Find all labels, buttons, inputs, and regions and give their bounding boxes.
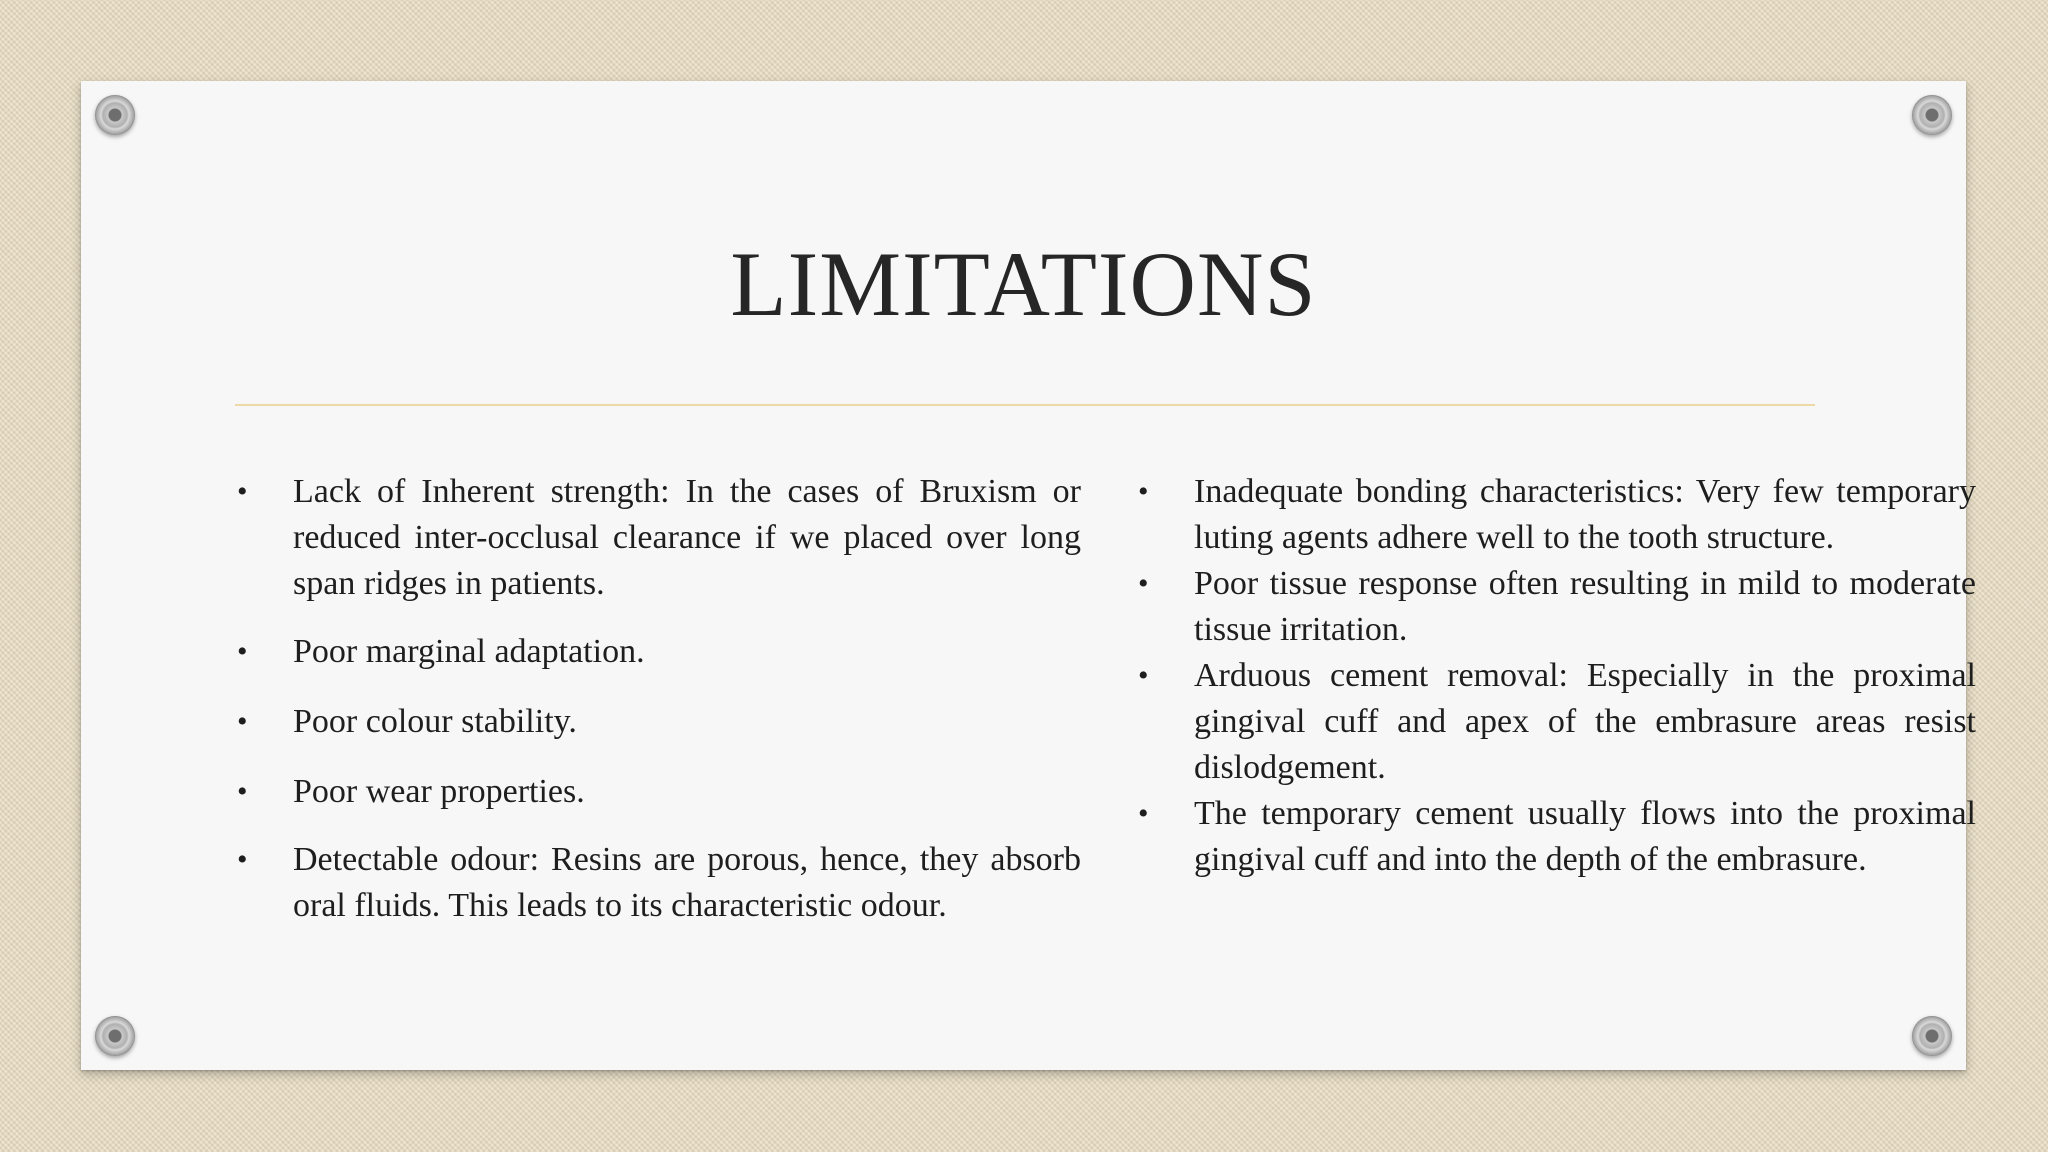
bullet-icon: • [237,705,248,738]
bullet-text: The temporary cement usually flows into the proximal gingival cuff and into the depth of the embrasure. [1194,795,1976,878]
pin-icon [95,1016,135,1056]
pin-icon [1912,1016,1952,1056]
bullet-icon: • [237,775,248,808]
bullet-text: Poor tissue response often resulting in mild to moderate tissue irritation. [1194,565,1976,648]
left-bullet-column [151,469,1106,951]
bullet-item [151,837,1106,929]
bullet-icon: • [237,635,248,668]
bullet-item [1051,791,1976,883]
bullet-icon: • [1138,475,1149,508]
bullet-item [1051,469,1976,561]
bullet-icon: • [237,475,248,508]
bullet-item [151,629,1106,675]
bullet-text: Lack of Inherent strength: In the cases of Bruxism or reduced inter-occlusal clearance if we placed over long span ridges in patients. [293,473,1081,602]
bullet-text: Arduous cement removal: Especially in the proximal gingival cuff and apex of the embrasure areas resist dislodgement. [1194,657,1976,786]
bullet-item [151,699,1106,745]
bullet-item [1051,653,1976,791]
bullet-text: Poor colour stability. [293,703,577,740]
bullet-item [151,769,1106,815]
right-bullet-column [1051,469,1976,883]
bullet-text: Poor marginal adaptation. [293,633,645,670]
bullet-icon: • [1138,659,1149,692]
bullet-icon: • [1138,567,1149,600]
slide-title: LIMITATIONS [730,233,1317,335]
bullet-item [151,469,1106,607]
bullet-item [1051,561,1976,653]
bullet-text: Poor wear properties. [293,773,585,810]
bullet-text: Detectable odour: Resins are porous, hence, they absorb oral fluids. This leads to its characteristic odour. [293,841,1081,924]
bullet-text: Inadequate bonding characteristics: Very few temporary luting agents adhere well to the tooth structure. [1194,473,1976,556]
bullet-icon: • [1138,797,1149,830]
bullet-icon: • [237,843,248,876]
pin-icon [95,95,135,135]
pin-icon [1912,95,1952,135]
title-divider [235,404,1815,406]
slide-card [81,81,1976,1070]
